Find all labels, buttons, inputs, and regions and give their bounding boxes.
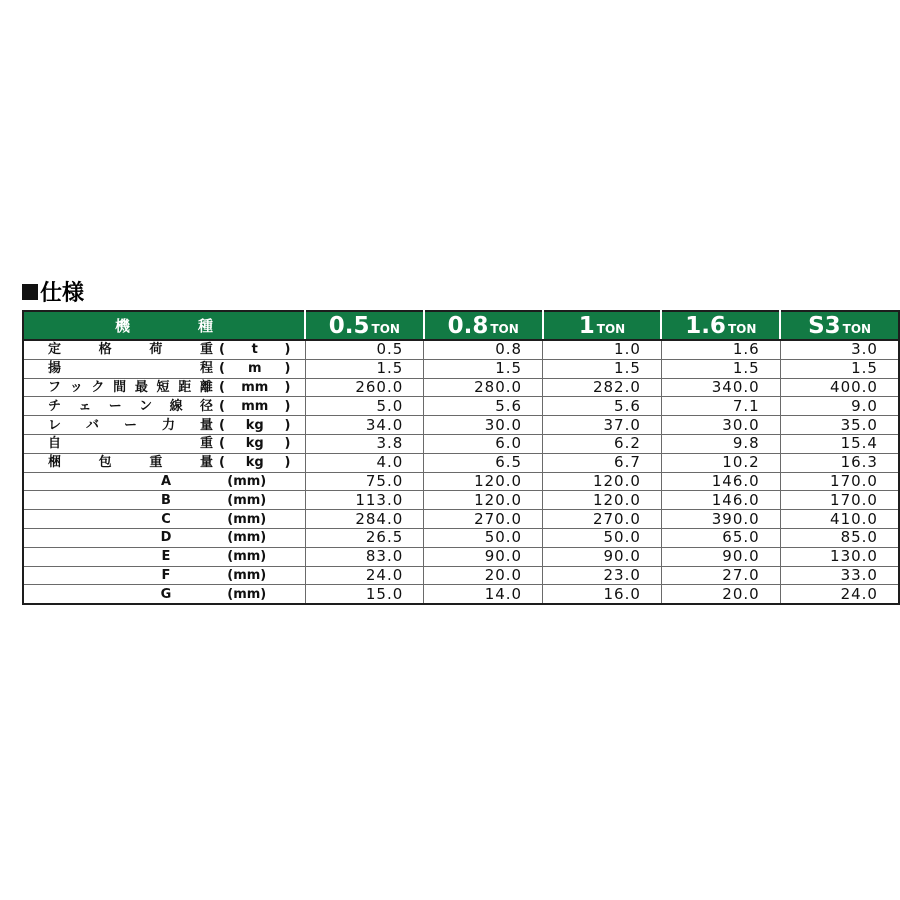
row-label-char: 線 [169,398,183,414]
value-cell: 270.0 [543,510,662,529]
value-cell: 113.0 [305,491,424,510]
row-label-cell [23,359,305,378]
value-cell: 24.0 [840,584,878,603]
row-label-char: 重 [199,342,213,358]
value-cell: 3.8 [305,434,424,453]
value-cell: 1.5 [543,359,662,378]
row-label-char: ン [139,398,153,414]
model-header [23,311,305,340]
row-label-char: ッ [69,379,83,395]
value-cell: 146.0 [661,472,780,491]
row-label-char: ェ [78,398,92,414]
model-capacity: S3 [808,312,841,339]
row-unit: (mm) [227,549,267,565]
value-cell: 120.0 [424,472,543,491]
table-row [23,378,899,397]
row-unit-part: ( [219,436,225,452]
value-cell: 120.0 [543,472,662,491]
row-unit-part: ) [284,361,291,377]
model-capacity: 0.5 [328,312,370,339]
value-cell: 1.6 [661,340,780,359]
row-label-char: 重 [149,455,163,471]
row-unit: (mm) [227,530,267,546]
row-label-cell [23,472,305,491]
value-cell: 400.0 [780,378,899,397]
value-cell: 20.0 [424,566,543,585]
value-cell: 20.0 [661,585,780,604]
model-capacity: 1.6 [685,312,726,339]
row-label-cell [23,378,305,397]
model-unit: TON [371,321,400,336]
dimension-letter: D [160,530,172,546]
value-cell: 146.0 [661,491,780,510]
value-cell: 35.0 [780,416,899,435]
table-row [23,585,899,604]
table-row [23,472,899,491]
model-column-header [543,311,662,340]
value-cell: 30.0 [424,416,543,435]
row-label-char: ー [123,417,137,433]
value-cell: 30.0 [661,416,780,435]
value-cell: 90.0 [661,547,780,566]
value-cell: 390.0 [661,510,780,529]
row-label-char: 梱 [48,455,62,471]
value-cell: 6.7 [543,453,662,472]
value-cell: 23.0 [543,566,662,585]
value-cell: 410.0 [780,510,899,529]
value-cell: 50.0 [543,528,662,547]
model-header-char: 種 [198,317,214,335]
value-cell: 1.5 [424,359,543,378]
value-cell: 260.0 [305,378,424,397]
value-cell: 14.0 [424,585,543,604]
row-label-cell [23,510,305,529]
row-unit-part: t [251,342,258,358]
dimension-letter: G [160,586,172,602]
model-column-header [424,311,543,340]
row-label-cell [23,416,305,435]
value-cell: 170.0 [780,472,899,491]
model-unit: TON [842,321,872,336]
row-unit-part: ) [284,417,291,433]
row-label-cell [23,340,305,359]
row-unit-part: mm [241,379,269,395]
row-label-cell [23,453,305,472]
model-unit: TON [490,321,519,336]
table-row [23,453,899,472]
row-unit: (mm) [227,586,267,602]
value-cell: 9.8 [661,434,780,453]
value-cell: 270.0 [424,510,543,529]
dimension-letter: E [161,549,171,565]
value-cell: 5.0 [305,397,424,416]
value-cell: 284.0 [305,510,424,529]
dimension-letter: A [160,473,172,489]
row-label-char: 最 [134,379,148,395]
dimension-letter: C [161,511,171,527]
value-cell: 6.5 [424,453,543,472]
row-label-char: 離 [199,379,213,395]
row-label-cell [23,434,305,453]
value-cell: 90.0 [543,547,662,566]
value-cell: 27.0 [661,566,780,585]
row-unit: (mm) [227,473,267,489]
row-label-char: 径 [199,398,213,414]
row-label-char: レ [48,417,62,433]
row-label-cell [23,397,305,416]
value-cell: 130.0 [780,547,899,566]
row-label-char: 量 [199,417,213,433]
value-cell: 24.0 [305,566,424,585]
value-cell: 1.5 [661,359,780,378]
model-column-header [661,311,780,340]
model-unit: TON [596,321,626,336]
spec-body [23,340,899,604]
spec-table [22,310,900,605]
value-cell: 5.6 [424,397,543,416]
row-label-char: 荷 [149,342,163,358]
row-unit-part: ) [284,436,291,452]
row-label-char: 間 [113,379,127,395]
row-unit-part: ( [219,361,225,377]
table-row [23,416,899,435]
value-cell: 9.0 [780,397,899,416]
value-cell: 280.0 [424,378,543,397]
row-unit-part: m [247,361,262,377]
header-row [23,311,899,340]
row-label-cell [23,585,305,604]
row-unit: (mm) [227,567,267,583]
row-unit-part: ( [219,455,225,471]
table-row [23,359,899,378]
row-label-char: 重 [199,436,213,452]
value-cell: 1.0 [543,340,662,359]
table-row [23,397,899,416]
model-capacity: 1 [578,312,595,339]
row-label-char: 距 [178,379,192,395]
row-unit-part: ) [284,455,291,471]
row-label-char: 程 [199,361,213,377]
value-cell: 16.0 [543,585,662,604]
value-cell: 15.4 [780,434,899,453]
row-label-char: 包 [98,455,112,471]
row-unit-part: ( [219,342,225,358]
value-cell: 1.5 [305,359,424,378]
table-row [23,510,899,529]
model-unit: TON [727,321,757,336]
table-row [23,547,899,566]
value-cell: 15.0 [305,585,424,604]
value-cell: 120.0 [424,491,543,510]
row-unit: (mm) [227,511,267,527]
row-label-cell [23,547,305,566]
row-label-char: フ [48,379,62,395]
row-unit-part: ( [219,379,225,395]
table-row [23,434,899,453]
value-cell: 120.0 [543,491,662,510]
table-row [23,528,899,547]
model-capacity: 0.8 [447,312,489,339]
row-label-char: 定 [48,342,62,358]
value-cell: 16.3 [780,453,899,472]
value-cell: 4.0 [305,453,424,472]
table-row [23,566,899,585]
value-cell: 0.5 [305,340,424,359]
value-cell: 75.0 [305,472,424,491]
row-label-char: バ [85,417,99,433]
value-cell: 7.1 [661,397,780,416]
row-unit-part: mm [241,398,269,414]
row-label-char: 自 [48,436,62,452]
value-cell: 1.5 [780,359,899,378]
value-cell: 6.2 [543,434,662,453]
row-label-char: チ [48,398,62,414]
row-label-char: 格 [98,342,112,358]
value-cell: 282.0 [543,378,662,397]
table-row [23,491,899,510]
row-unit-part: ( [219,417,225,433]
row-unit-part: ) [284,398,291,414]
value-cell: 6.0 [424,434,543,453]
value-cell: 3.0 [780,340,899,359]
row-unit-part: ) [284,379,291,395]
black-square-icon [22,284,38,300]
value-cell: 90.0 [424,547,543,566]
row-label-cell [23,566,305,585]
row-unit-part: kg [245,417,264,433]
section-title [22,276,84,307]
value-cell: 26.5 [305,528,424,547]
model-column-header [305,311,424,340]
value-cell: 170.0 [780,491,899,510]
row-label-char: 揚 [48,361,62,377]
dimension-letter: B [161,492,171,508]
value-cell: 10.2 [661,453,780,472]
model-column-header [780,311,899,340]
value-cell: 340.0 [661,378,780,397]
value-cell: 85.0 [780,528,899,547]
value-cell: 33.0 [780,566,899,585]
row-label-cell [23,528,305,547]
value-cell: 50.0 [424,528,543,547]
value-cell: 5.6 [543,397,662,416]
section-title-text: 仕様 [40,281,85,306]
value-cell: 0.8 [424,340,543,359]
value-cell: 34.0 [305,416,424,435]
model-header-char: 機 [114,317,130,335]
row-label-char: ク [91,379,105,395]
row-unit-part: kg [245,436,264,452]
value-cell: 37.0 [543,416,662,435]
row-unit-part: kg [245,455,264,471]
dimension-letter: F [161,567,171,583]
row-unit-part: ) [284,342,291,358]
row-unit-part: ( [219,398,225,414]
row-label-char: 量 [199,455,213,471]
row-label-char: 短 [156,379,170,395]
row-label-cell [23,491,305,510]
row-label-char: 力 [161,417,175,433]
row-label-char: ー [108,398,122,414]
value-cell: 83.0 [305,547,424,566]
table-row [23,340,899,359]
value-cell: 65.0 [661,528,780,547]
row-unit: (mm) [227,492,267,508]
